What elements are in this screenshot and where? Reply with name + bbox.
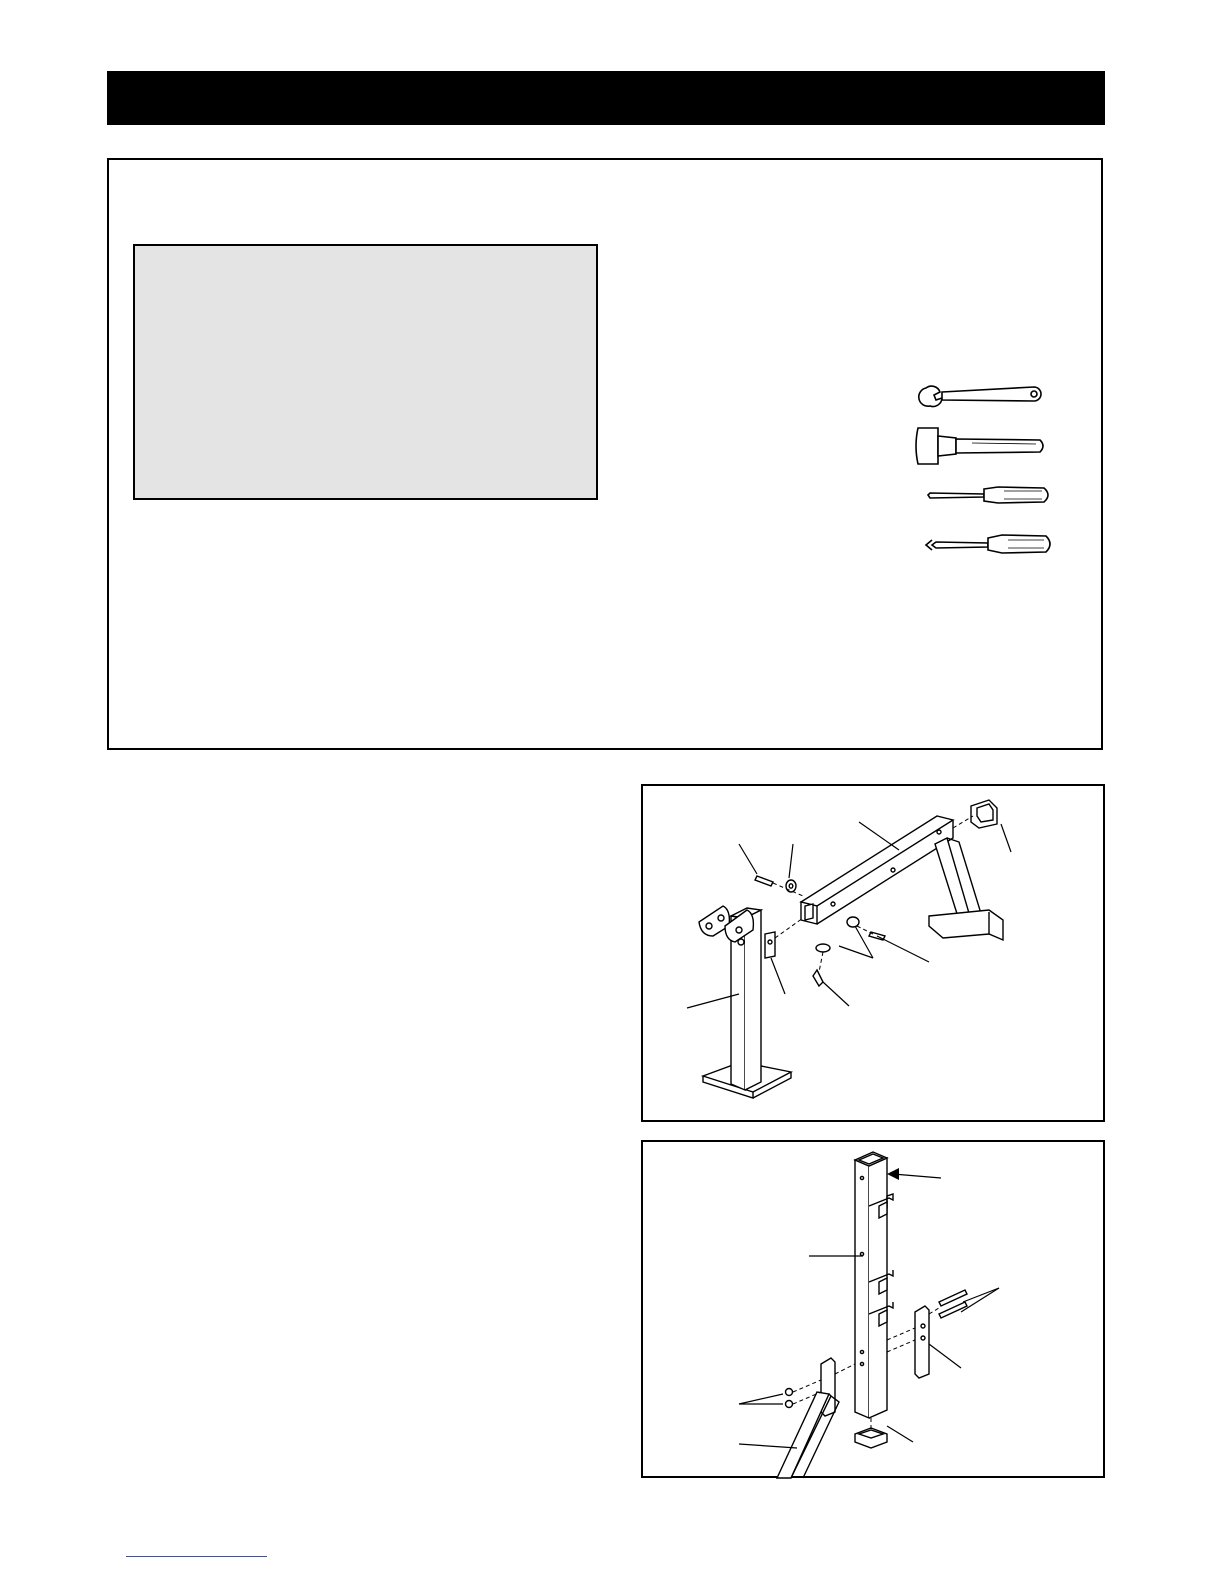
foot-channel <box>929 910 1003 940</box>
section-header-bar <box>107 71 1105 125</box>
horizontal-tube <box>801 816 953 906</box>
nut <box>786 1389 793 1396</box>
adjustable-wrench-icon <box>919 386 1041 406</box>
arrow-head <box>887 1168 899 1180</box>
phillips-screwdriver-icon <box>926 535 1050 553</box>
flat-screwdriver-icon <box>928 487 1048 503</box>
assembly-figure-1 <box>641 784 1105 1122</box>
tools-list <box>912 380 1062 560</box>
end-plate <box>765 932 775 958</box>
assembly-figure-2 <box>641 1140 1105 1478</box>
lower-leg <box>777 1392 829 1478</box>
bolt <box>755 876 773 886</box>
upright-tube <box>855 1160 869 1418</box>
note-box <box>133 244 598 500</box>
footer-rule <box>126 1556 267 1557</box>
side-plate <box>915 1306 929 1378</box>
rubber-mallet-icon <box>916 428 1043 464</box>
diagonal-leg <box>935 838 971 920</box>
